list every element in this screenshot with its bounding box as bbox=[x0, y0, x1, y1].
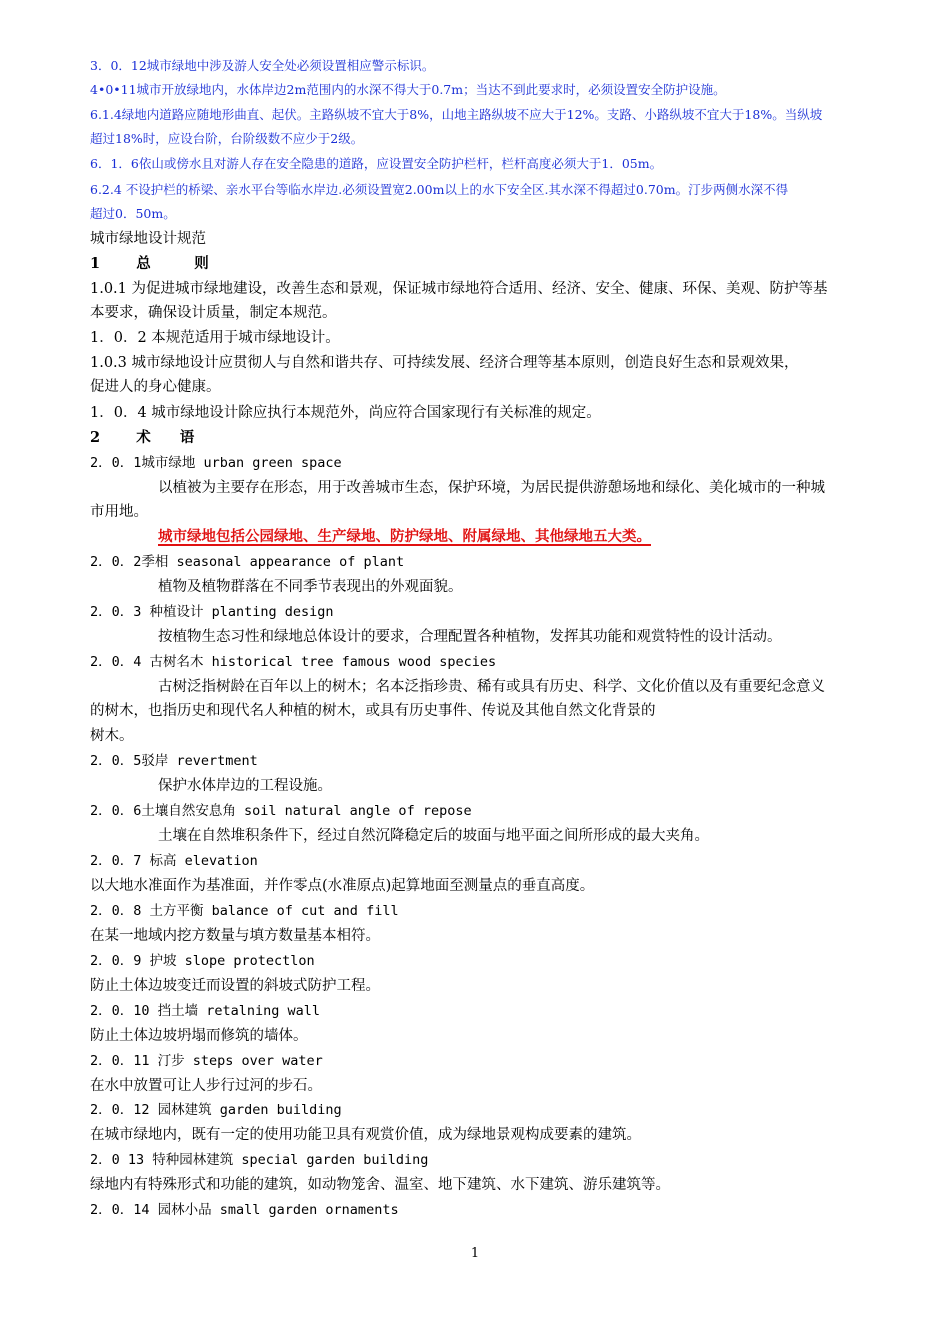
clause-text: 促进人的身心健康。 bbox=[90, 379, 221, 395]
document-title: 城市绿地设计规范 bbox=[90, 231, 206, 247]
note-line: 4•0•11城市开放绿地内，水体岸边2m范围内的水深不得大于0.7m；当达不到此要求时，必须设置安全防护设施。 bbox=[90, 82, 726, 97]
note-line: 超过18%时，应设台阶，台阶级数不应少于2级。 bbox=[90, 131, 364, 146]
term-heading: 2．0．7 标高 elevation bbox=[90, 853, 258, 869]
term-heading: 2．0 13 特种园林建筑 special garden building bbox=[90, 1152, 429, 1168]
term-definition: 保护水体岸边的工程设施。 bbox=[158, 778, 332, 794]
note-line: 超过0．50m。 bbox=[90, 206, 176, 221]
term-definition: 市用地。 bbox=[90, 504, 148, 520]
term-heading: 2．0．12 园林建筑 garden building bbox=[90, 1102, 342, 1118]
note-line: 3．0．12城市绿地中涉及游人安全处必须设置相应警示标识。 bbox=[90, 58, 435, 73]
term-heading: 2．0．14 园林小品 small garden ornaments bbox=[90, 1202, 399, 1218]
term-heading: 2．0．10 挡土墙 retalning wall bbox=[90, 1003, 321, 1019]
clause-text: 1．0．2 本规范适用于城市绿地设计。 bbox=[90, 330, 340, 346]
term-definition: 土壤在自然堆积条件下，经过自然沉降稳定后的坡面与地平面之间所形成的最大夹角。 bbox=[158, 828, 709, 844]
clause-text: 本要求，确保设计质量，制定本规范。 bbox=[90, 305, 337, 321]
term-definition: 植物及植物群落在不同季节表现出的外观面貌。 bbox=[158, 579, 463, 595]
term-heading: 2．0．5驳岸 revertment bbox=[90, 753, 258, 769]
term-definition: 在城市绿地内，既有一定的使用功能卫具有观赏价值，成为绿地景观构成要素的建筑。 bbox=[90, 1127, 641, 1143]
note-line: 6.1.4绿地内道路应随地形曲直、起伏。主路纵坡不宜大于8%，山地主路纵坡不应大于12%。支路、小路纵坡不宜大于18%。当纵坡 bbox=[90, 107, 823, 122]
note-line: 6．1．6依山或傍水且对游人存在安全隐患的道路，应设置安全防护栏杆，栏杆高度必须大于1．05m。 bbox=[90, 156, 663, 171]
term-heading: 2．0．1城市绿地 urban green space bbox=[90, 455, 342, 471]
term-heading: 2．0．3 种植设计 planting design bbox=[90, 604, 334, 620]
term-definition: 按植物生态习性和绿地总体设计的要求，合理配置各种植物，发挥其功能和观赏特性的设计活动。 bbox=[158, 629, 782, 645]
term-heading: 2．0．6土壤自然安息角 soil natural angle of repose bbox=[90, 803, 472, 819]
red-highlight-note bbox=[90, 527, 663, 547]
term-definition: 以植被为主要存在形态，用于改善城市生态，保护环境，为居民提供游憩场地和绿化、美化城市的一种城 bbox=[158, 480, 825, 496]
clause-text: 1.0.1 为促进城市绿地建设，改善生态和景观，保证城市绿地符合适用、经济、安全、健康、环保、美观、防护等基 bbox=[90, 281, 828, 297]
term-definition: 树木。 bbox=[90, 728, 134, 744]
term-definition: 以大地水准面作为基准面，并作零点(水准原点)起算地面至测量点的垂直高度。 bbox=[90, 878, 595, 894]
term-definition: 防止土体边坡变迁而设置的斜坡式防护工程。 bbox=[90, 978, 380, 994]
clause-text: 1．0．4 城市绿地设计除应执行本规范外，尚应符合国家现行有关标准的规定。 bbox=[90, 405, 601, 421]
page-number: 1 bbox=[470, 1246, 480, 1261]
note-line: 6.2.4 不设护栏的桥梁、亲水平台等临水岸边.必须设置宽2.00m以上的水下安全区.其水深不得超过0.70m。汀步两侧水深不得 bbox=[90, 182, 789, 197]
term-definition: 在某一地域内挖方数量与填方数量基本相符。 bbox=[90, 928, 380, 944]
clause-text: 1.0.3 城市绿地设计应贯彻人与自然和谐共存、可持续发展、经济合理等基本原则，创造良好生态和景观效果， bbox=[90, 355, 799, 371]
term-heading: 2．0．2季相 seasonal appearance of plant bbox=[90, 554, 405, 570]
term-definition: 的树木，也指历史和现代名人种植的树木，或具有历史事件、传说及其他自然文化背景的 bbox=[90, 703, 656, 719]
term-definition: 在水中放置可让人步行过河的步石。 bbox=[90, 1078, 322, 1094]
chapter-1-heading bbox=[90, 254, 209, 274]
term-heading: 2．0．4 古树名木 historical tree famous wood species bbox=[90, 654, 497, 670]
term-heading: 2．0．8 土方平衡 balance of cut and fill bbox=[90, 903, 399, 919]
chapter-2-heading bbox=[90, 428, 194, 448]
chapter-number: 2 bbox=[90, 429, 101, 446]
red-note-text: 城市绿地包括公园绿地、生产绿地、防护绿地、附属绿地、其他绿地五大类。 bbox=[158, 528, 651, 545]
term-definition: 绿地内有特殊形式和功能的建筑，如动物笼舍、温室、地下建筑、水下建筑、游乐建筑等。 bbox=[90, 1177, 670, 1193]
term-heading: 2．0．11 汀步 steps over water bbox=[90, 1053, 323, 1069]
chapter-number: 1 bbox=[90, 255, 101, 272]
chapter-title: 术 语 bbox=[136, 429, 195, 446]
term-heading: 2．0．9 护坡 slope protectlon bbox=[90, 953, 315, 969]
term-definition: 防止土体边坡坍塌而修筑的墙体。 bbox=[90, 1028, 308, 1044]
term-definition: 古树泛指树龄在百年以上的树木；名本泛指珍贵、稀有或具有历史、科学、文化价值以及有重要纪念意义 bbox=[158, 679, 825, 695]
chapter-title: 总 则 bbox=[136, 255, 209, 272]
